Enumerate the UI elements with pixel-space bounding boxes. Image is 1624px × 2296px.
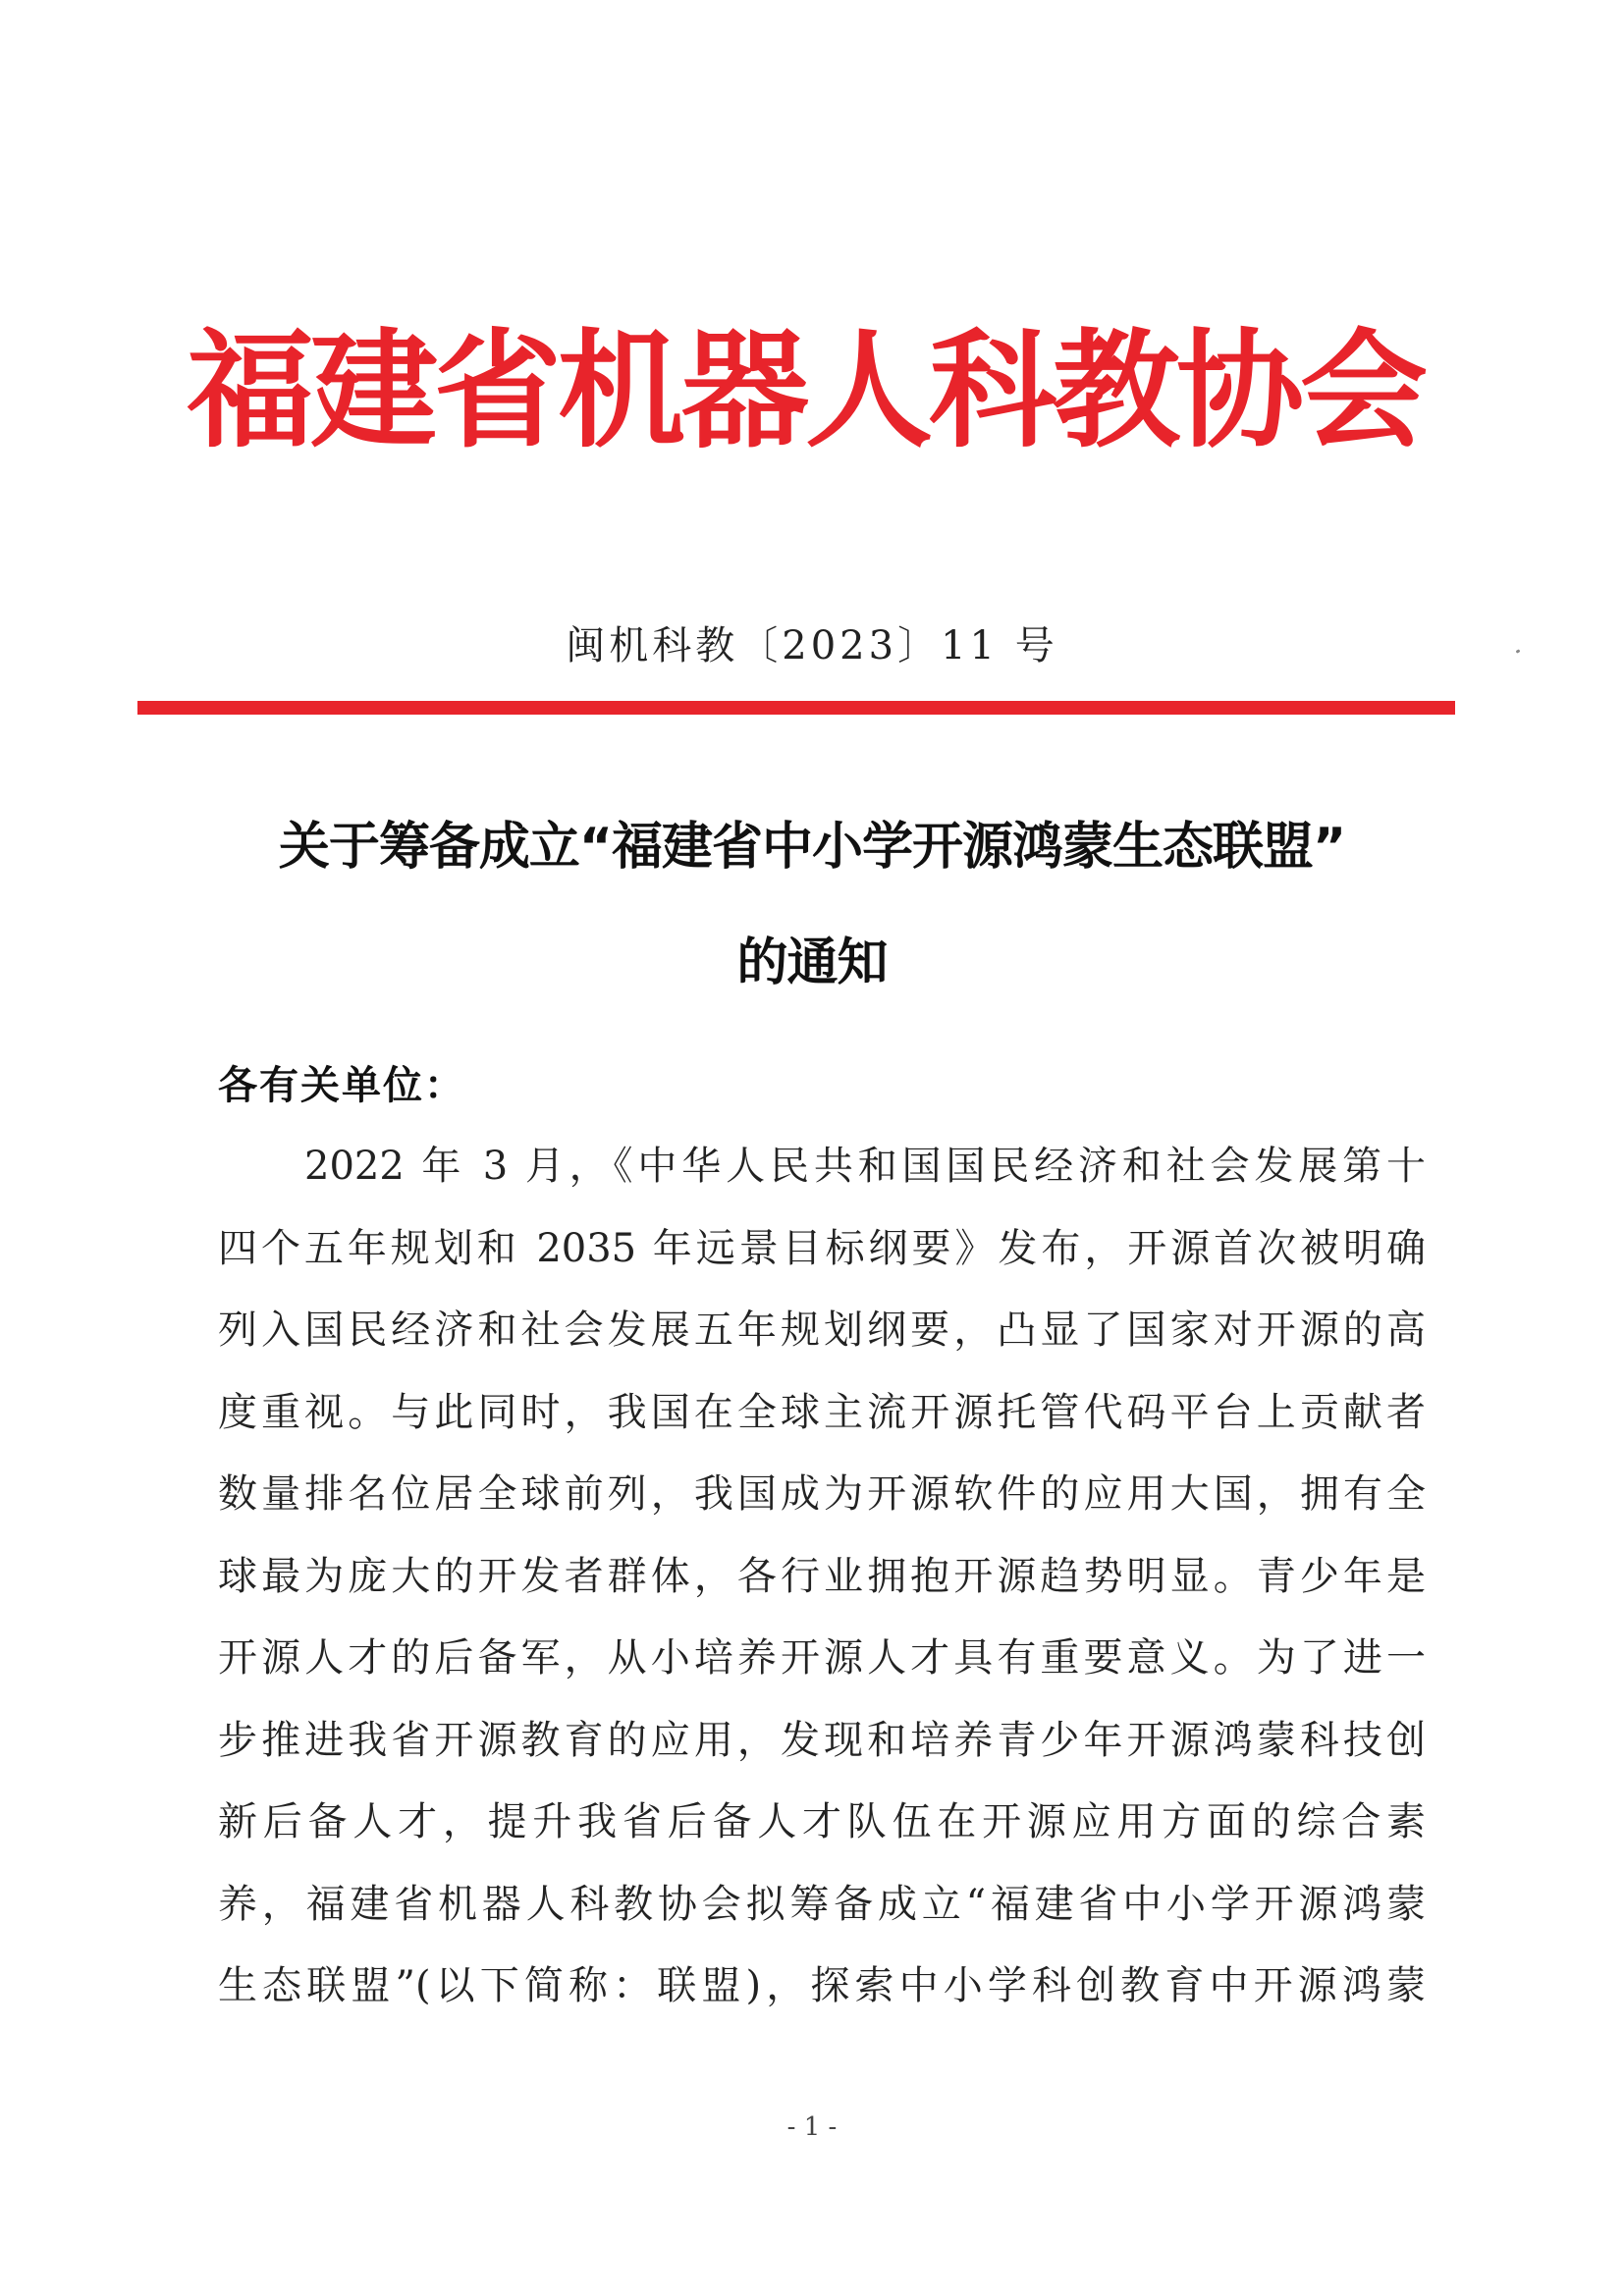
document-number: 闽机科教〔2023〕11 号 (566, 623, 1058, 668)
body-line: 养，福建省机器人科教协会拟筹备成立“福建省中小学开源鸿蒙 (218, 1881, 1426, 1927)
body-line: 数量排名位居全球前列，我国成为开源软件的应用大国，拥有全 (218, 1471, 1426, 1517)
body-paragraph (218, 1139, 1426, 2041)
body-line: 四个五年规划和 2035 年远景目标纲要》发布，开源首次被明确 (218, 1225, 1426, 1271)
notice-title-line-2: 的通知 (736, 934, 888, 992)
body-line: 2022 年 3 月，《中华人民共和国国民经济和社会发展第十 (304, 1144, 1426, 1189)
letterhead-red-rule (137, 701, 1455, 715)
body-line: 度重视。与此同时，我国在全球主流开源托管代码平台上贡献者 (218, 1389, 1426, 1435)
body-line: 步推进我省开源教育的应用，发现和培养青少年开源鸿蒙科技创 (218, 1717, 1426, 1763)
salutation: 各有关单位： (218, 1063, 465, 1108)
page-number: - 1 - (786, 2112, 838, 2142)
body-line: 球最为庞大的开发者群体，各行业拥抱开源趋势明显。青少年是 (218, 1553, 1426, 1599)
body-line: 列入国民经济和社会发展五年规划纲要，凸显了国家对开源的高 (218, 1308, 1426, 1353)
body-line: 新后备人才，提升我省后备人才队伍在开源应用方面的综合素 (218, 1799, 1426, 1844)
letterhead-organization-name: 福建省机器人科教协会 (187, 315, 1425, 465)
body-line: 生态联盟”(以下简称：联盟)，探索中小学科创教育中开源鸿蒙 (218, 1963, 1426, 2008)
body-line: 开源人才的后备军，从小培养开源人才具有重要意义。为了进一 (218, 1635, 1426, 1681)
notice-title-line-1: 关于筹备成立“福建省中小学开源鸿蒙生态联盟” (278, 818, 1346, 877)
